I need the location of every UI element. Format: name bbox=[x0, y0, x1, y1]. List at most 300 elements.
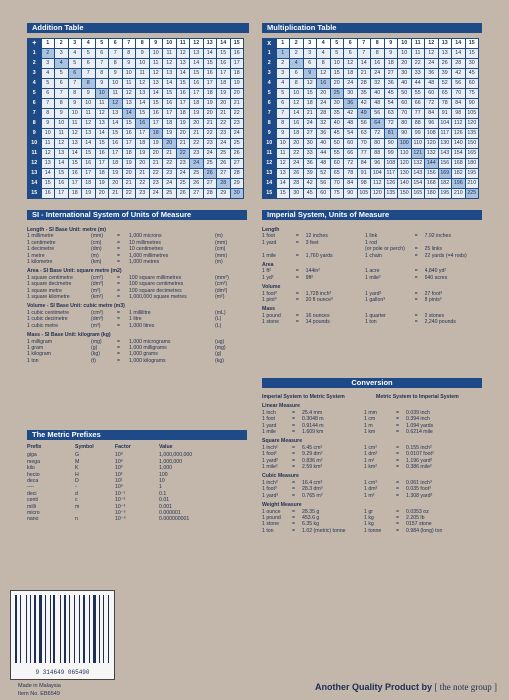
grid-cell: 16 bbox=[290, 119, 304, 129]
cell: 1 rod bbox=[365, 239, 377, 246]
grid-cell: 143 bbox=[411, 169, 425, 179]
grid-cell: 140 bbox=[452, 139, 466, 149]
grid-cell: 20 bbox=[203, 109, 217, 119]
cell: (cm²) bbox=[215, 281, 228, 288]
grid-row bbox=[28, 159, 244, 169]
grid-cell: 20 bbox=[398, 59, 412, 69]
cell: = bbox=[292, 479, 296, 486]
grid-cell: 10 bbox=[136, 59, 150, 69]
grid-cell: 14 bbox=[176, 69, 190, 79]
cell: 1 stone bbox=[262, 319, 280, 326]
cell: 1 pint³ bbox=[262, 297, 277, 304]
cell: 10⁻¹ bbox=[115, 490, 126, 497]
tagline bbox=[315, 682, 497, 692]
grid-cell: 16 bbox=[109, 139, 123, 149]
grid-cell: 60 bbox=[425, 89, 439, 99]
barcode-bar bbox=[45, 595, 46, 663]
cell: = bbox=[292, 527, 296, 534]
barcode-bar bbox=[53, 595, 55, 663]
column-header: 14 bbox=[452, 39, 466, 49]
conversion-row bbox=[262, 464, 482, 470]
grid-cell: 10 bbox=[82, 99, 96, 109]
grid-cell: 12 bbox=[276, 159, 290, 169]
cell: 28.35 g bbox=[302, 508, 320, 515]
grid-cell: 13 bbox=[109, 109, 123, 119]
grid-cell: 18 bbox=[344, 69, 358, 79]
grid-cell: 6 bbox=[303, 59, 317, 69]
grid-cell: 14 bbox=[357, 59, 371, 69]
barcode-bar bbox=[101, 595, 102, 663]
cell: (km) bbox=[91, 259, 102, 266]
grid-cell: 18 bbox=[290, 129, 304, 139]
grid-cell: 11 bbox=[68, 119, 82, 129]
grid-cell: 8 bbox=[68, 89, 82, 99]
barcode-bar bbox=[56, 595, 59, 663]
grid-cell: 2 bbox=[276, 59, 290, 69]
grid-cell: 27 bbox=[190, 189, 204, 199]
grid-cell: 126 bbox=[452, 129, 466, 139]
grid-cell: 19 bbox=[203, 99, 217, 109]
section-heading: Area - SI Base Unit: square metre (m2) bbox=[27, 268, 122, 275]
cell: 1 foot bbox=[262, 233, 275, 240]
grid-cell: 40 bbox=[371, 89, 385, 99]
cell: (dm²) bbox=[215, 287, 228, 294]
cell: 25.4 mm bbox=[302, 409, 323, 416]
cell: 1 mile² bbox=[262, 464, 278, 471]
grid-cell: 19 bbox=[149, 139, 163, 149]
grid-cell: 91 bbox=[357, 169, 371, 179]
row-header: 14 bbox=[263, 179, 277, 189]
cell: K bbox=[75, 465, 79, 472]
row-header: 2 bbox=[263, 59, 277, 69]
grid-cell: 96 bbox=[425, 119, 439, 129]
grid-row bbox=[263, 169, 479, 179]
grid-cell: 14 bbox=[122, 109, 136, 119]
grid-cell: 23 bbox=[203, 139, 217, 149]
barcode-bar bbox=[39, 595, 42, 663]
column-header: 11 bbox=[176, 39, 190, 49]
grid-cell: 25 bbox=[203, 159, 217, 169]
grid-row bbox=[28, 169, 244, 179]
grid-cell: 14 bbox=[95, 129, 109, 139]
barcode-bar bbox=[86, 595, 88, 663]
row-header: 12 bbox=[28, 159, 42, 169]
grid-cell: 18 bbox=[163, 119, 177, 129]
grid-cell: 21 bbox=[357, 69, 371, 79]
grid-cell: 30 bbox=[290, 189, 304, 199]
grid-cell: 27 bbox=[230, 159, 244, 169]
cell: 1 inch² bbox=[262, 444, 278, 451]
grid-cell: 52 bbox=[438, 79, 452, 89]
grid-row bbox=[263, 69, 479, 79]
row-header: 10 bbox=[28, 139, 42, 149]
grid-cell: 48 bbox=[344, 119, 358, 129]
grid-cell: 17 bbox=[163, 109, 177, 119]
cell: 0.6214 mile bbox=[406, 429, 433, 436]
grid-cell: 12 bbox=[41, 149, 55, 159]
cell: 1,000 milligrams bbox=[129, 344, 167, 351]
barcode-bar bbox=[83, 595, 85, 663]
grid-cell: 19 bbox=[136, 149, 150, 159]
grid-cell: 55 bbox=[330, 149, 344, 159]
grid-cell: 14 bbox=[149, 89, 163, 99]
grid-cell: 18 bbox=[82, 179, 96, 189]
grid-cell: 4 bbox=[276, 79, 290, 89]
cell: 1.196 yard² bbox=[406, 457, 433, 464]
cell: = bbox=[117, 322, 121, 329]
grid-cell: 66 bbox=[344, 149, 358, 159]
cell: 1 m² bbox=[364, 457, 375, 464]
grid-cell: 24 bbox=[163, 179, 177, 189]
cell: 4,840 yd² bbox=[424, 268, 447, 275]
cell: 144in² bbox=[305, 268, 321, 275]
grid-cell: 22 bbox=[136, 179, 150, 189]
grid-cell: 8 bbox=[95, 69, 109, 79]
grid-cell: 90 bbox=[465, 99, 479, 109]
cell: (g) bbox=[91, 344, 98, 351]
cell: 640 acres bbox=[424, 274, 448, 281]
cell: 2.205 lb bbox=[406, 514, 425, 521]
column-header: 9 bbox=[384, 39, 398, 49]
cell: (kg) bbox=[215, 357, 224, 364]
cell: 1 kg bbox=[364, 514, 374, 521]
cell: 1 mile bbox=[262, 429, 276, 436]
cell: = bbox=[414, 319, 418, 326]
row-header: 4 bbox=[263, 79, 277, 89]
grid-cell: 120 bbox=[425, 139, 439, 149]
grid-cell: 6 bbox=[41, 89, 55, 99]
grid-cell: 33 bbox=[303, 149, 317, 159]
grid-cell: 11 bbox=[41, 139, 55, 149]
grid-cell: 13 bbox=[82, 129, 96, 139]
grid-cell: 5 bbox=[68, 59, 82, 69]
barcode-bar bbox=[69, 595, 70, 663]
grid-cell: 12 bbox=[425, 49, 439, 59]
grid-cell: 30 bbox=[230, 189, 244, 199]
cell: (mg) bbox=[215, 344, 226, 351]
cell: 1 square centimetre bbox=[27, 274, 73, 281]
cell: 1 inch bbox=[262, 409, 276, 416]
column-header: 15 bbox=[465, 39, 479, 49]
grid-cell: 24 bbox=[230, 129, 244, 139]
cell: (g) bbox=[215, 351, 222, 358]
section-heading: Length - SI Base Unit: metre (m) bbox=[27, 227, 106, 233]
cell: 1 yard bbox=[262, 422, 277, 429]
cell: 28.3 dm³ bbox=[302, 486, 323, 493]
unit-row bbox=[27, 259, 247, 265]
grid-cell: 195 bbox=[465, 169, 479, 179]
cell: 1 square metre bbox=[27, 287, 62, 294]
grid-cell: 28 bbox=[357, 79, 371, 89]
barcode-bar bbox=[62, 595, 63, 663]
grid-cell: 21 bbox=[122, 179, 136, 189]
grid-cell: 26 bbox=[230, 149, 244, 159]
grid-cell: 168 bbox=[452, 159, 466, 169]
grid-cell: 72 bbox=[344, 159, 358, 169]
grid-cell: 72 bbox=[384, 119, 398, 129]
grid-row bbox=[263, 59, 479, 69]
cell: = bbox=[292, 514, 296, 521]
cell: 453.6 g bbox=[302, 514, 320, 521]
cell: 1,000 micrograms bbox=[129, 338, 171, 345]
barcode-bar bbox=[26, 595, 27, 663]
grid-cell: 40 bbox=[330, 119, 344, 129]
cell: 1 milligram bbox=[27, 338, 53, 345]
grid-cell: 150 bbox=[465, 139, 479, 149]
cell: = bbox=[117, 351, 121, 358]
grid-cell: 99 bbox=[384, 149, 398, 159]
cell: = bbox=[396, 457, 400, 464]
grid-cell: 9 bbox=[55, 109, 69, 119]
cell: = bbox=[117, 239, 121, 246]
cell: 1 chain bbox=[365, 252, 382, 259]
grid-cell: 15 bbox=[203, 59, 217, 69]
right-column-header: Metric System to Imperial System bbox=[376, 394, 459, 400]
row-header: 1 bbox=[28, 49, 42, 59]
cell: 0.001 bbox=[159, 503, 172, 510]
grid-cell: 18 bbox=[95, 169, 109, 179]
grid-cell: 23 bbox=[190, 149, 204, 159]
grid-cell: 36 bbox=[425, 69, 439, 79]
cell: 100 bbox=[159, 471, 168, 478]
cell: 1 millimetre bbox=[27, 233, 54, 240]
grid-cell: 8 bbox=[371, 49, 385, 59]
grid-cell: 23 bbox=[230, 119, 244, 129]
imperial-row bbox=[262, 275, 482, 281]
row-header: 11 bbox=[28, 149, 42, 159]
cell: (or pole or perch) bbox=[365, 246, 405, 253]
grid-cell: 8 bbox=[122, 49, 136, 59]
cell: 1 decimetre bbox=[27, 246, 55, 253]
cell: 0.1 bbox=[159, 490, 167, 497]
grid-cell: 13 bbox=[41, 159, 55, 169]
cell: kilo bbox=[27, 465, 35, 472]
grid-cell: 13 bbox=[122, 99, 136, 109]
grid-cell: 11 bbox=[122, 79, 136, 89]
grid-row bbox=[263, 79, 479, 89]
grid-cell: 22 bbox=[411, 59, 425, 69]
cell: = bbox=[292, 422, 296, 429]
grid-cell: 27 bbox=[303, 129, 317, 139]
grid-cell: 98 bbox=[357, 179, 371, 189]
row-header: 6 bbox=[28, 99, 42, 109]
grid-cell: 7 bbox=[41, 99, 55, 109]
cell: 0.386 mile² bbox=[406, 464, 432, 471]
cell: 1 yard bbox=[262, 239, 277, 246]
grid-cell: 25 bbox=[190, 169, 204, 179]
cell: 100 square millimetres bbox=[129, 274, 182, 281]
grid-cell: 96 bbox=[371, 159, 385, 169]
grid-cell: 13 bbox=[438, 49, 452, 59]
cell: 10⁶ bbox=[115, 458, 123, 465]
grid-cell: 75 bbox=[465, 89, 479, 99]
cell: 20 fl ounce³ bbox=[305, 297, 333, 304]
grid-cell: 77 bbox=[411, 109, 425, 119]
cell: 1.094 yards bbox=[406, 422, 434, 429]
grid-cell: 15 bbox=[109, 129, 123, 139]
unit-row bbox=[27, 294, 247, 300]
cell: (m³) bbox=[91, 322, 101, 329]
grid-cell: 13 bbox=[176, 59, 190, 69]
grid-cell: 24 bbox=[217, 139, 231, 149]
cell: = bbox=[292, 429, 296, 436]
column-header: 3 bbox=[303, 39, 317, 49]
cell: 1 millilitre bbox=[129, 309, 151, 316]
grid-cell: 196 bbox=[452, 179, 466, 189]
grid-cell: 33 bbox=[411, 69, 425, 79]
grid-cell: 5 bbox=[41, 79, 55, 89]
cell: 1 tonne bbox=[364, 527, 382, 534]
grid-cell: 154 bbox=[452, 149, 466, 159]
cell: 1 quarter bbox=[365, 312, 386, 319]
imperial-units-panel bbox=[262, 224, 482, 326]
grid-cell: 11 bbox=[149, 59, 163, 69]
grid-cell: 5 bbox=[82, 49, 96, 59]
cell: (dm²) bbox=[91, 281, 104, 288]
cell: 10¹ bbox=[115, 478, 123, 485]
grid-cell: 44 bbox=[317, 149, 331, 159]
grid-cell: 40 bbox=[398, 79, 412, 89]
cell: = bbox=[292, 444, 296, 451]
cell: G bbox=[75, 452, 80, 459]
grid-cell: 17 bbox=[190, 89, 204, 99]
grid-cell: 154 bbox=[411, 179, 425, 189]
grid-cell: 12 bbox=[303, 79, 317, 89]
cell: giga bbox=[27, 452, 37, 459]
cell: 1,000 litres bbox=[129, 322, 155, 329]
grid-cell: 13 bbox=[190, 49, 204, 59]
barcode-bar bbox=[32, 595, 33, 663]
grid-cell: 12 bbox=[149, 69, 163, 79]
si-title: SI - International System of Units of Measure bbox=[27, 210, 247, 220]
grid-cell: 130 bbox=[398, 169, 412, 179]
grid-cell: 77 bbox=[357, 149, 371, 159]
cell: = bbox=[295, 297, 299, 304]
grid-cell: 21 bbox=[203, 119, 217, 129]
grid-cell: 17 bbox=[176, 99, 190, 109]
cell: (cm²) bbox=[91, 274, 104, 281]
barcode-bar bbox=[37, 595, 38, 663]
multiplication-table-title: Multiplication Table bbox=[262, 23, 482, 33]
grid-cell: 14 bbox=[163, 79, 177, 89]
grid-cell: 90 bbox=[398, 129, 412, 139]
grid-cell: 16 bbox=[41, 189, 55, 199]
cell: 16.4 cm³ bbox=[302, 479, 323, 486]
grid-row bbox=[28, 149, 244, 159]
cell: deca bbox=[27, 478, 39, 485]
cell: = bbox=[396, 409, 400, 416]
grid-cell: 48 bbox=[371, 99, 385, 109]
grid-cell: 10 bbox=[330, 59, 344, 69]
grid-cell: 90 bbox=[384, 139, 398, 149]
operator-cell: + bbox=[28, 39, 42, 49]
cell: 0.01 bbox=[159, 497, 170, 504]
barcode-bar bbox=[18, 595, 19, 663]
column-header: 2 bbox=[55, 39, 69, 49]
grid-cell: 7 bbox=[95, 59, 109, 69]
si-units-panel bbox=[27, 224, 247, 364]
grid-cell: 16 bbox=[122, 129, 136, 139]
grid-cell: 11 bbox=[95, 99, 109, 109]
multiplication-table bbox=[262, 38, 479, 199]
grid-cell: 60 bbox=[344, 139, 358, 149]
grid-cell: 24 bbox=[203, 149, 217, 159]
row-header: 14 bbox=[28, 179, 42, 189]
barcode-bar bbox=[97, 595, 98, 663]
cell: - bbox=[75, 484, 77, 491]
grid-cell: 18 bbox=[68, 189, 82, 199]
cell: = bbox=[295, 233, 299, 240]
grid-cell: 60 bbox=[330, 159, 344, 169]
item-number-label: Item No. EB6549 bbox=[18, 691, 60, 697]
grid-cell: 24 bbox=[149, 189, 163, 199]
grid-cell: 8 bbox=[276, 119, 290, 129]
cell: 0.000001 bbox=[159, 510, 181, 517]
cell: 0.394 inch bbox=[406, 416, 430, 423]
cell: = bbox=[295, 239, 299, 246]
section-heading: Square Measure bbox=[262, 438, 303, 445]
cell: (cm³) bbox=[91, 309, 104, 316]
grid-cell: 18 bbox=[190, 99, 204, 109]
barcode-bars bbox=[15, 595, 111, 663]
barcode-bar bbox=[74, 595, 75, 663]
column-header: 13 bbox=[203, 39, 217, 49]
grid-cell: 72 bbox=[371, 129, 385, 139]
grid-row bbox=[263, 99, 479, 109]
grid-cell: 5 bbox=[55, 69, 69, 79]
grid-cell: 32 bbox=[371, 79, 385, 89]
grid-cell: 18 bbox=[303, 99, 317, 109]
grid-cell: 15 bbox=[95, 139, 109, 149]
grid-cell: 99 bbox=[411, 129, 425, 139]
grid-cell: 5 bbox=[276, 89, 290, 99]
cell: 3 feet bbox=[305, 239, 319, 246]
barcode-bar bbox=[81, 595, 82, 663]
grid-row bbox=[28, 139, 244, 149]
cell: = bbox=[396, 451, 400, 458]
grid-cell: 7 bbox=[109, 49, 123, 59]
cell: 0.984 (long) ton bbox=[406, 527, 443, 534]
grid-cell: 19 bbox=[82, 189, 96, 199]
cell: = bbox=[414, 252, 418, 259]
cell: 7.92 inches bbox=[424, 233, 452, 240]
grid-row bbox=[28, 49, 244, 59]
cell: 0.000000001 bbox=[159, 516, 190, 523]
cell: 1.308 yard³ bbox=[406, 492, 433, 499]
grid-cell: 30 bbox=[303, 139, 317, 149]
cell: = bbox=[295, 274, 299, 281]
cell: 1,000 millimetres bbox=[129, 252, 169, 259]
cell: = bbox=[396, 527, 400, 534]
grid-cell: 17 bbox=[149, 119, 163, 129]
grid-cell: 18 bbox=[136, 139, 150, 149]
row-header: 1 bbox=[263, 49, 277, 59]
barcode-bar bbox=[60, 595, 61, 663]
grid-cell: 3 bbox=[276, 69, 290, 79]
column-header: 2 bbox=[290, 39, 304, 49]
barcode-bar bbox=[108, 595, 109, 663]
column-header: 12 bbox=[190, 39, 204, 49]
grid-cell: 18 bbox=[203, 89, 217, 99]
grid-row bbox=[263, 49, 479, 59]
grid-cell: 19 bbox=[230, 79, 244, 89]
grid-cell: 143 bbox=[438, 149, 452, 159]
cell: 9ft² bbox=[305, 274, 314, 281]
grid-row bbox=[263, 109, 479, 119]
grid-cell: 18 bbox=[217, 79, 231, 89]
cell: (mm) bbox=[215, 252, 228, 259]
imperial-row bbox=[262, 253, 482, 259]
